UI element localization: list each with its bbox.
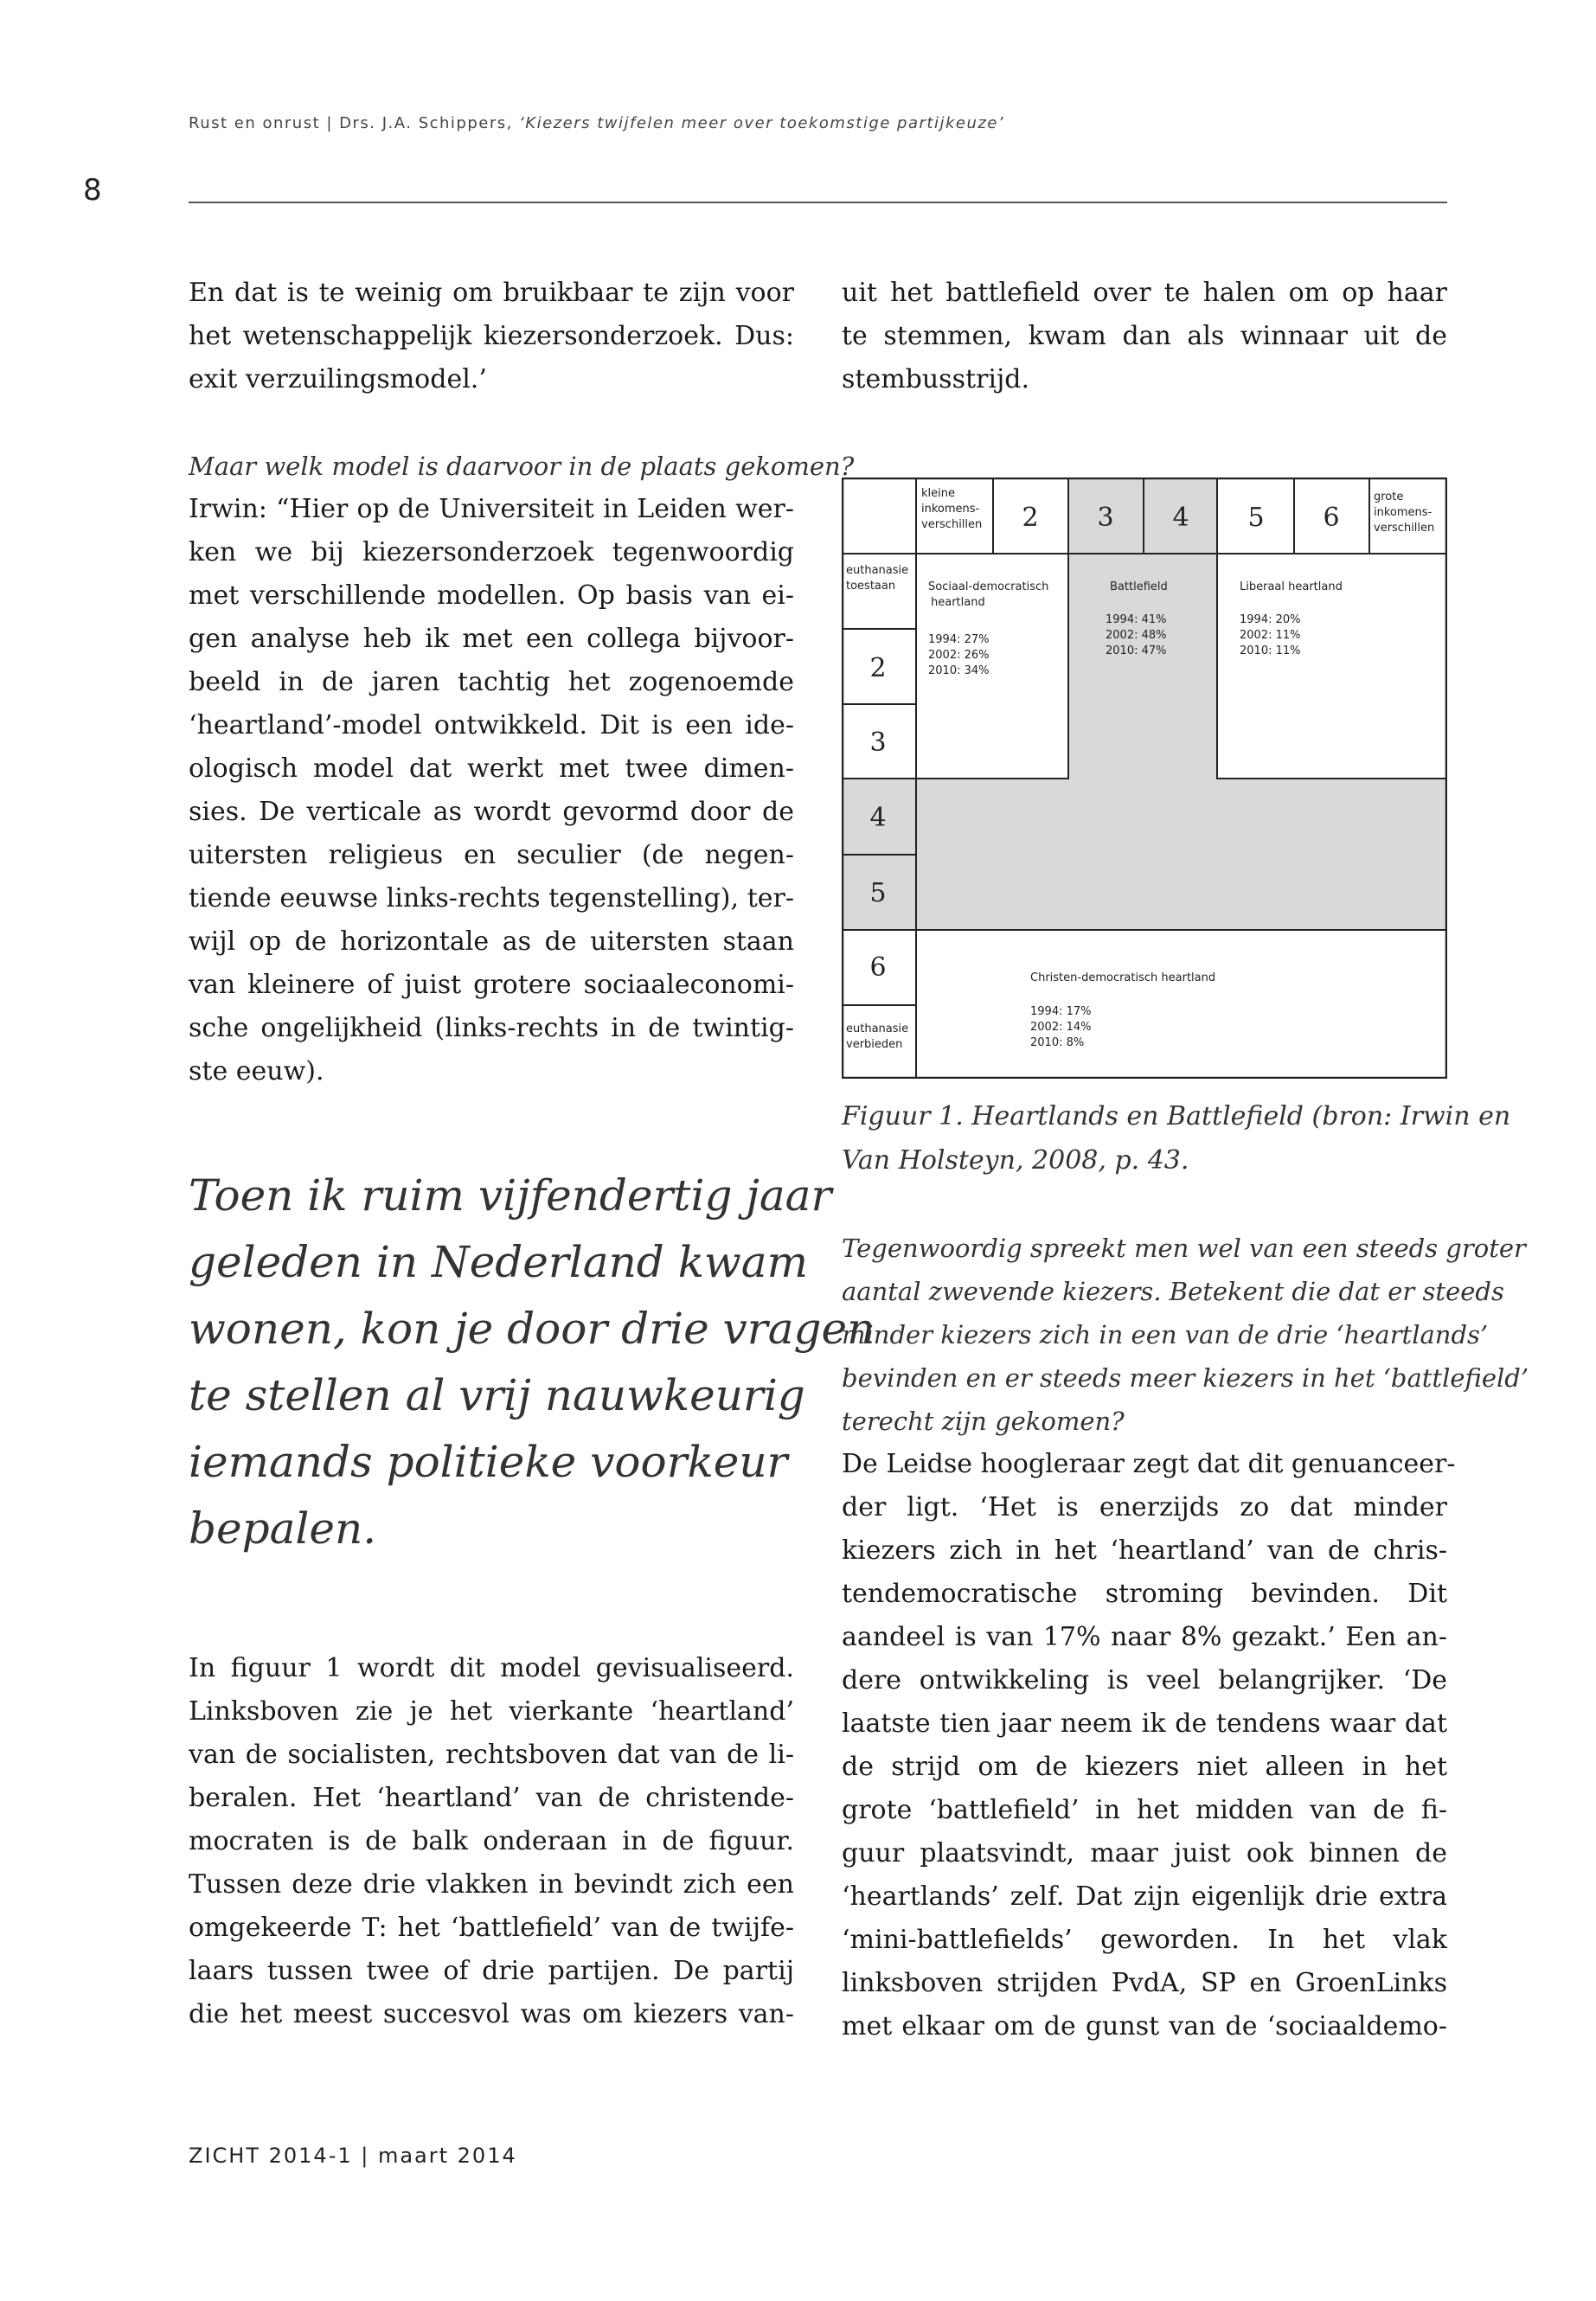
text-line: De Leidse hoogleraar zegt dat dit genuanceer- bbox=[842, 1449, 1456, 1479]
stat-line: 2010: 11% bbox=[1240, 644, 1301, 657]
text-line: Tegenwoordig spreekt men wel van een steeds groter bbox=[842, 1234, 1526, 1263]
right-paragraph-1 bbox=[842, 272, 1447, 401]
caption-line: Figuur 1. Heartlands en Battlefield (bron: Irwin en bbox=[842, 1101, 1511, 1131]
text-line: der ligt. ‘Het is enerzijds zo dat minder bbox=[842, 1492, 1447, 1522]
text-line: uitersten religieus en seculier (de negen- bbox=[189, 840, 794, 870]
label-line: Sociaal-democratisch bbox=[928, 580, 1049, 593]
text-line: Maar welk model is daarvoor in de plaats gekomen? bbox=[189, 452, 855, 481]
text-line: met verschillende modellen. Op basis van ei- bbox=[189, 580, 794, 611]
battlefield-shade-middle bbox=[842, 779, 1447, 930]
interview-question-2 bbox=[842, 1227, 1529, 1443]
left-axis-number: 5 bbox=[869, 878, 887, 908]
left-axis-number: 4 bbox=[869, 803, 887, 833]
stat-line: 2010: 34% bbox=[928, 664, 990, 677]
text-line: van de socialisten, rechtsboven dat van de li- bbox=[189, 1740, 794, 1770]
left-paragraph-2 bbox=[189, 488, 794, 1093]
text-line: mocraten is de balk onderaan in de figuur. bbox=[189, 1826, 794, 1856]
caption-line: Van Holsteyn, 2008, p. 43. bbox=[842, 1145, 1189, 1176]
heartland-figure bbox=[842, 478, 1447, 1079]
left-axis-number: 2 bbox=[869, 653, 887, 683]
text-line: ‘mini-battlefields’ geworden. In het vlak bbox=[842, 1925, 1447, 1955]
text-line: ste eeuw). bbox=[189, 1056, 324, 1086]
text-line: grote ‘battlefield’ in het midden van de fi- bbox=[842, 1795, 1447, 1825]
text-line: Linksboven zie je het vierkante ‘heartland’ bbox=[189, 1696, 794, 1727]
label-line: heartland bbox=[931, 596, 985, 609]
text-line: ologisch model dat werkt met twee dimen- bbox=[189, 753, 794, 784]
heartland-diagram bbox=[842, 478, 1447, 1079]
text-line: beralen. Het ‘heartland’ van de christende- bbox=[189, 1783, 794, 1813]
header-rule bbox=[189, 202, 1447, 203]
christian-democratic-title: Christen-democratisch heartland bbox=[1030, 971, 1216, 984]
left-paragraph-1 bbox=[189, 272, 794, 401]
text-line: En dat is te weinig om bruikbaar te zijn voor bbox=[189, 278, 794, 308]
label-line: inkomens- bbox=[1374, 506, 1433, 519]
stat-line: 1994: 27% bbox=[928, 633, 990, 646]
page-footer: ZICHT 2014-1 | maart 2014 bbox=[189, 2144, 517, 2168]
text-line: guur plaatsvindt, maar juist ook binnen de bbox=[842, 1838, 1447, 1868]
left-axis-number: 3 bbox=[869, 727, 887, 758]
text-line: bevinden en er steeds meer kiezers in het ‘battlefield’ bbox=[842, 1363, 1529, 1393]
text-line: tiende eeuwse links-rechts tegenstelling), ter- bbox=[189, 883, 794, 913]
pull-quote-line: Toen ik ruim vijfendertig jaar bbox=[189, 1170, 832, 1221]
text-line: tendemocratische stroming bevinden. Dit bbox=[842, 1579, 1447, 1609]
socialist-heartland-stats bbox=[928, 633, 993, 677]
stat-line: 2002: 14% bbox=[1030, 1021, 1092, 1034]
text-line: beeld in de jaren tachtig het zogenoemde bbox=[189, 667, 794, 697]
liberal-heartland-stats bbox=[1240, 613, 1304, 657]
running-head-meta: Rust en onrust | Drs. J.A. Schippers, bbox=[189, 114, 520, 132]
pull-quote-line: bepalen. bbox=[189, 1503, 377, 1554]
label-line: euthanasie bbox=[846, 1022, 909, 1035]
text-line: het wetenschappelijk kiezersonderzoek. Dus: bbox=[189, 321, 794, 351]
pull-quote-line: iemands politieke voorkeur bbox=[189, 1437, 788, 1487]
text-line: ‘heartlands’ zelf. Dat zijn eigenlijk drie extra bbox=[842, 1881, 1447, 1912]
text-line: met elkaar om de gunst van de ‘sociaaldemo- bbox=[842, 2011, 1447, 2041]
stat-line: 2010: 8% bbox=[1030, 1036, 1085, 1049]
stat-line: 2002: 48% bbox=[1106, 629, 1167, 642]
text-line: de strijd om de kiezers niet alleen in het bbox=[842, 1752, 1447, 1782]
stat-line: 2002: 11% bbox=[1240, 629, 1301, 642]
label-line: grote bbox=[1374, 490, 1404, 503]
text-line: kiezers zich in het ‘heartland’ van de chris- bbox=[842, 1535, 1447, 1566]
pull-quote-line: wonen, kon je door drie vragen bbox=[189, 1304, 875, 1354]
text-line: sche ongelijkheid (links-rechts in de twintig- bbox=[189, 1013, 794, 1043]
right-paragraph-2 bbox=[842, 1443, 1456, 2048]
top-axis-number: 4 bbox=[1172, 503, 1189, 533]
top-axis-number: 6 bbox=[1323, 503, 1340, 533]
figure-caption bbox=[842, 1094, 1511, 1183]
text-line: aantal zwevende kiezers. Betekent die dat er steeds bbox=[842, 1277, 1504, 1306]
top-axis-number: 5 bbox=[1247, 503, 1265, 533]
label-line: verschillen bbox=[1374, 522, 1435, 535]
stat-line: 2002: 26% bbox=[928, 649, 990, 662]
stat-line: 1994: 17% bbox=[1030, 1005, 1092, 1018]
top-right-label bbox=[1374, 490, 1435, 535]
text-line: ken we bij kiezersonderzoek tegenwoordig bbox=[189, 537, 794, 567]
interview-question bbox=[189, 445, 855, 488]
label-line: verbieden bbox=[846, 1038, 903, 1051]
pull-quote bbox=[189, 1163, 875, 1562]
text-line: In figuur 1 wordt dit model gevisualiseerd. bbox=[189, 1653, 794, 1683]
text-line: Irwin: “Hier op de Universiteit in Leiden wer- bbox=[189, 494, 794, 524]
text-line: van kleinere of juist grotere sociaaleconomi- bbox=[189, 970, 794, 1000]
right-column-lower bbox=[842, 1094, 1529, 2048]
text-line: linksboven strijden PvdA, SP en GroenLinks bbox=[842, 1968, 1447, 1998]
stat-line: 1994: 41% bbox=[1106, 613, 1167, 626]
text-line: aandeel is van 17% naar 8% gezakt.’ Een an- bbox=[842, 1622, 1447, 1652]
stat-line: 2010: 47% bbox=[1106, 644, 1167, 657]
pull-quote-line: geleden in Nederland kwam bbox=[189, 1237, 809, 1287]
liberal-heartland-title: Liberaal heartland bbox=[1240, 580, 1343, 593]
text-line: omgekeerde T: het ‘battlefield’ van de twijfe- bbox=[189, 1913, 794, 1943]
top-left-label bbox=[921, 487, 983, 531]
label-line: toestaan bbox=[846, 580, 896, 593]
top-axis-number: 2 bbox=[1022, 503, 1039, 533]
text-line: ‘heartland’-model ontwikkeld. Dit is een ide- bbox=[189, 710, 794, 740]
text-line: minder kiezers zich in een van de drie ‘heartlands’ bbox=[842, 1320, 1489, 1349]
top-axis-number: 3 bbox=[1097, 503, 1114, 533]
pull-quote-line: te stellen al vrij nauwkeurig bbox=[189, 1370, 805, 1420]
text-line: laatste tien jaar neem ik de tendens waar dat bbox=[842, 1708, 1447, 1739]
christian-democratic-heartland-box bbox=[916, 930, 1447, 1079]
text-line: sies. De verticale as wordt gevormd door de bbox=[189, 797, 794, 827]
stat-line: 1994: 20% bbox=[1240, 613, 1301, 626]
left-axis-number: 6 bbox=[869, 952, 887, 983]
left-paragraph-3 bbox=[189, 1647, 794, 2036]
text-line: Tussen deze drie vlakken in bevindt zich een bbox=[189, 1869, 794, 1900]
battlefield-title: Battlefield bbox=[1110, 580, 1168, 593]
left-bottom-label bbox=[846, 1022, 912, 1051]
running-head-title: ‘Kiezers twijfelen meer over toekomstige partijkeuze’ bbox=[519, 114, 1005, 132]
text-line: die het meest succesvol was om kiezers van- bbox=[189, 1999, 794, 2029]
text-line: stembusstrijd. bbox=[842, 364, 1030, 394]
label-line: euthanasie bbox=[846, 564, 909, 577]
right-column bbox=[842, 272, 1447, 401]
label-line: inkomens- bbox=[921, 503, 980, 516]
text-line: gen analyse heb ik met een collega bijvoor- bbox=[189, 624, 794, 654]
text-line: uit het battlefield over te halen om op haar bbox=[842, 278, 1447, 308]
text-line: te stemmen, kwam dan als winnaar uit de bbox=[842, 321, 1447, 351]
text-line: terecht zijn gekomen? bbox=[842, 1407, 1125, 1436]
page-number: 8 bbox=[83, 173, 102, 208]
text-line: laars tussen twee of drie partijen. De partij bbox=[189, 1956, 794, 1986]
running-head bbox=[189, 114, 1452, 132]
label-line: verschillen bbox=[921, 518, 983, 531]
label-line: kleine bbox=[921, 487, 955, 500]
text-line: exit verzuilingsmodel.’ bbox=[189, 364, 487, 394]
left-top-label bbox=[846, 564, 912, 593]
text-line: wijl op de horizontale as de uitersten staan bbox=[189, 926, 794, 957]
text-line: dere ontwikkeling is veel belangrijker. ‘De bbox=[842, 1665, 1447, 1695]
battlefield-stats bbox=[1106, 613, 1170, 657]
